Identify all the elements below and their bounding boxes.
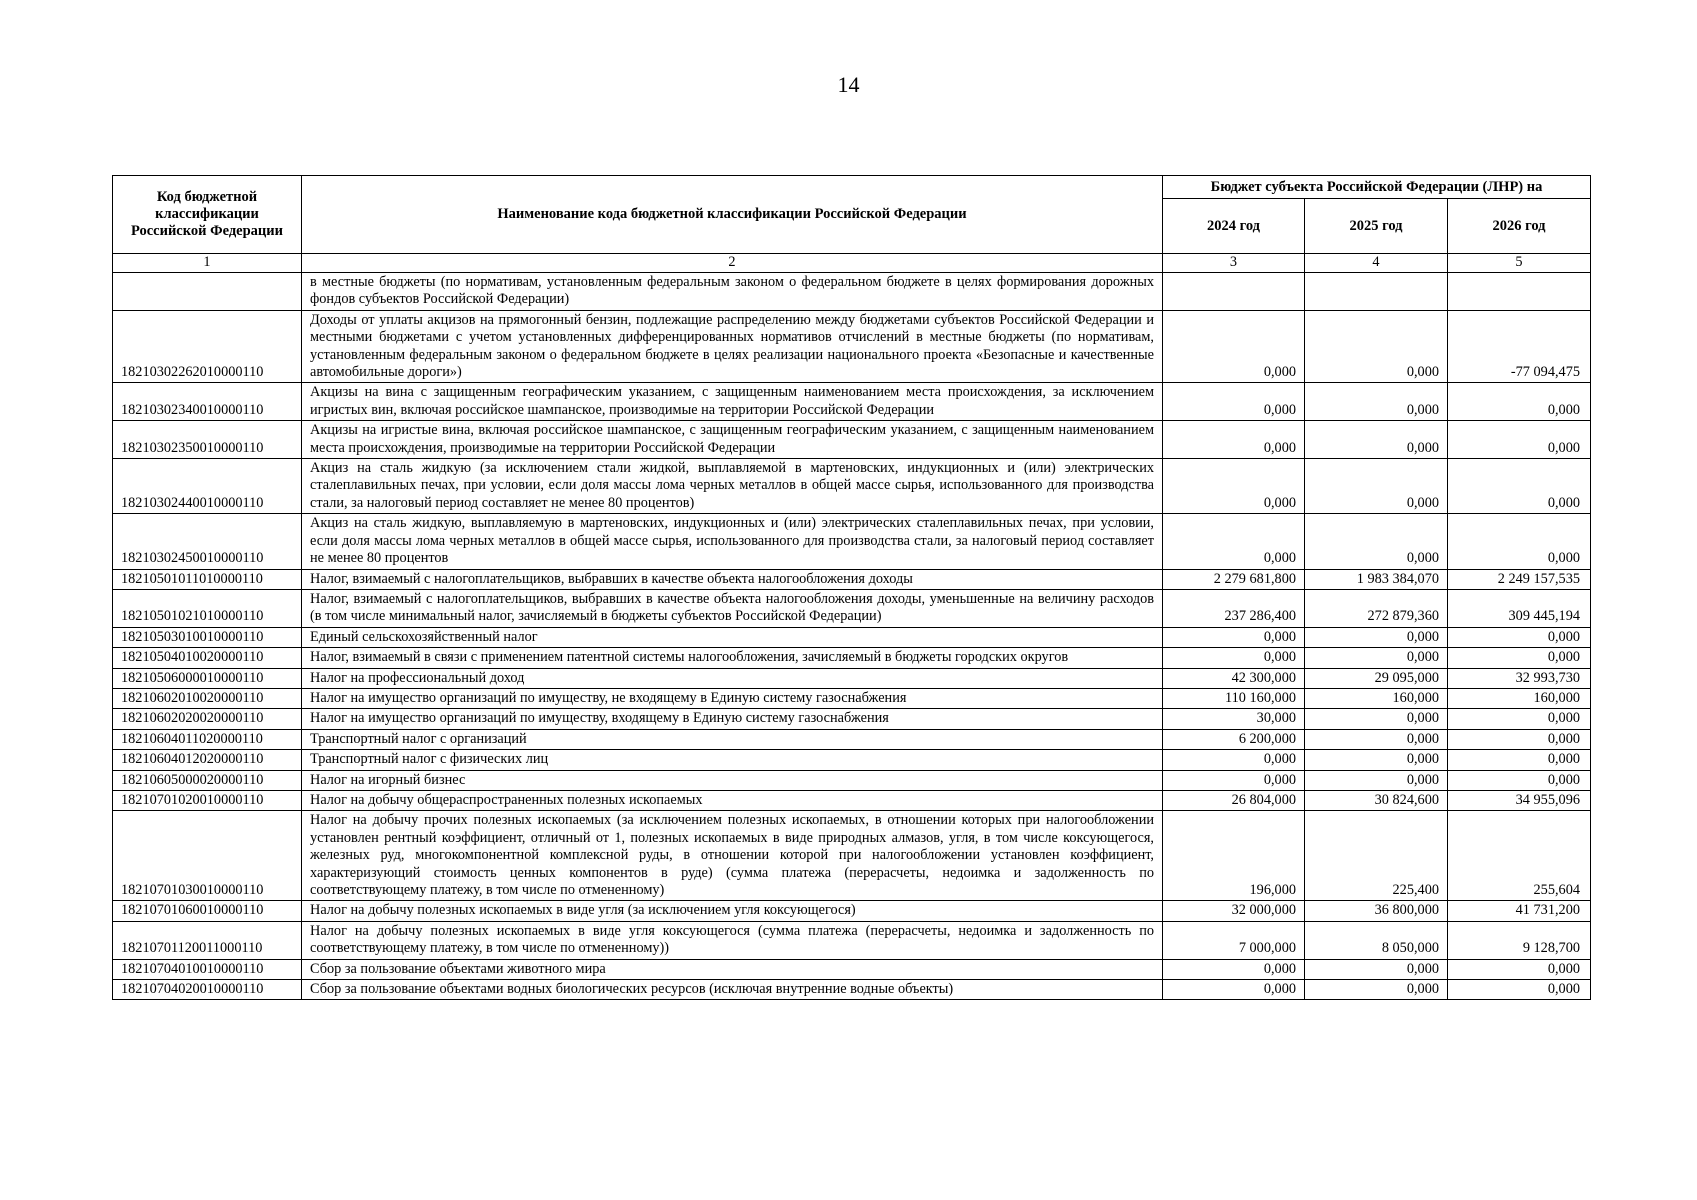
- value-2025-cell: 0,000: [1305, 459, 1448, 514]
- column-number: 3: [1163, 254, 1305, 273]
- budget-code-cell: 18210701020010000110: [113, 790, 302, 810]
- classification-name-cell: Налог, взимаемый с налогоплательщиков, выбравших в качестве объекта налогообложения доходы, уменьшенные на величину расходов (в том числе минимальный налог, зачисляемый в бюджеты субъектов Российской Федерации): [302, 589, 1163, 627]
- value-2025-cell: 30 824,600: [1305, 790, 1448, 810]
- budget-code-cell: 18210302450010000110: [113, 514, 302, 569]
- classification-name-cell: Сбор за пользование объектами водных биологических ресурсов (исключая внутренние водные объекты): [302, 980, 1163, 1000]
- value-2024-cell: 0,000: [1163, 459, 1305, 514]
- column-number: 2: [302, 254, 1163, 273]
- value-2024-cell: 0,000: [1163, 627, 1305, 647]
- value-2026-cell: 255,604: [1448, 811, 1591, 901]
- classification-name-cell: Транспортный налог с организаций: [302, 729, 1163, 749]
- table-row: [113, 421, 1591, 459]
- value-2025-cell: 0,000: [1305, 421, 1448, 459]
- table-body: [113, 273, 1591, 1000]
- classification-name-cell: Акцизы на вина с защищенным географическим указанием, с защищенным наименованием места происхождения, за исключением игристых вин, включая российское шампанское, производимые на территории Российской Федерации: [302, 383, 1163, 421]
- budget-code-cell: 18210501021010000110: [113, 589, 302, 627]
- budget-table: [112, 175, 1591, 1000]
- classification-name-cell: Налог на добычу полезных ископаемых в виде угля (за исключением угля коксующегося): [302, 901, 1163, 921]
- value-2024-cell: 0,000: [1163, 980, 1305, 1000]
- table-row: [113, 648, 1591, 668]
- value-2026-cell: 0,000: [1448, 770, 1591, 790]
- value-2026-cell: 32 993,730: [1448, 668, 1591, 688]
- value-2026-cell: 0,000: [1448, 750, 1591, 770]
- value-2024-cell: 196,000: [1163, 811, 1305, 901]
- year-header-2024: 2024 год: [1163, 199, 1305, 254]
- classification-name-cell: Транспортный налог с физических лиц: [302, 750, 1163, 770]
- classification-name-cell: Сбор за пользование объектами животного мира: [302, 959, 1163, 979]
- column-number: 1: [113, 254, 302, 273]
- value-2026-cell: 0,000: [1448, 627, 1591, 647]
- classification-name-cell: Налог на добычу полезных ископаемых в виде угля коксующегося (сумма платежа (перерасчеты, недоимка и задолженность по соответствующему платежу, в том числе по отмененному)): [302, 921, 1163, 959]
- value-2025-cell: 36 800,000: [1305, 901, 1448, 921]
- table-row: [113, 729, 1591, 749]
- budget-code-cell: 18210302262010000110: [113, 310, 302, 383]
- value-2024-cell: 0,000: [1163, 959, 1305, 979]
- value-2024-cell: 2 279 681,800: [1163, 569, 1305, 589]
- value-2024-cell: 0,000: [1163, 421, 1305, 459]
- table-row: [113, 273, 1591, 311]
- value-2025-cell: 0,000: [1305, 709, 1448, 729]
- value-2024-cell: 0,000: [1163, 310, 1305, 383]
- column-number-row: [113, 254, 1591, 273]
- classification-name-cell: в местные бюджеты (по нормативам, установленным федеральным законом о федеральном бюджете в целях формирования дорожных фондов субъектов Российской Федерации): [302, 273, 1163, 311]
- table-row: [113, 589, 1591, 627]
- budget-code-cell: 18210602010020000110: [113, 688, 302, 708]
- budget-code-cell: 18210604011020000110: [113, 729, 302, 749]
- classification-name-cell: Налог, взимаемый с налогоплательщиков, выбравших в качестве объекта налогообложения доходы: [302, 569, 1163, 589]
- table-row: [113, 901, 1591, 921]
- value-2024-cell: 7 000,000: [1163, 921, 1305, 959]
- classification-name-cell: Доходы от уплаты акцизов на прямогонный бензин, подлежащие распределению между бюджетами субъектов Российской Федерации и местными бюджетами с учетом установленных дифференцированных нормативов отчислений в местные бюджеты (по нормативам, установленным федеральным законом о федеральном бюджете в целях реализации национального проекта «Безопасные и качественные автомобильные дороги»): [302, 310, 1163, 383]
- classification-name-cell: Акцизы на игристые вина, включая российское шампанское, с защищенным географическим указанием, с защищенным наименованием места происхождения, производимые на территории Российской Федерации: [302, 421, 1163, 459]
- year-header-2026: 2026 год: [1448, 199, 1591, 254]
- budget-code-cell: 18210701030010000110: [113, 811, 302, 901]
- name-column-header: Наименование кода бюджетной классификации Российской Федерации: [302, 176, 1163, 254]
- value-2026-cell: [1448, 273, 1591, 311]
- value-2025-cell: 0,000: [1305, 729, 1448, 749]
- budget-code-cell: 18210302440010000110: [113, 459, 302, 514]
- value-2024-cell: 6 200,000: [1163, 729, 1305, 749]
- table-row: [113, 688, 1591, 708]
- value-2024-cell: 0,000: [1163, 514, 1305, 569]
- budget-code-cell: 18210506000010000110: [113, 668, 302, 688]
- value-2025-cell: 1 983 384,070: [1305, 569, 1448, 589]
- table-header: [113, 176, 1591, 273]
- classification-name-cell: Акциз на сталь жидкую (за исключением стали жидкой, выплавляемой в мартеновских, индукционных и (или) электрических сталеплавильных печах, при условии, если доля массы лома черных металлов в общей массе сырья, использованного для производства стали, за налоговый период составляет не менее 80 процентов): [302, 459, 1163, 514]
- budget-code-cell: 18210704010010000110: [113, 959, 302, 979]
- value-2025-cell: 0,000: [1305, 310, 1448, 383]
- table-row: [113, 980, 1591, 1000]
- budget-code-cell: 18210604012020000110: [113, 750, 302, 770]
- table-row: [113, 959, 1591, 979]
- table-row: [113, 709, 1591, 729]
- table-row: [113, 514, 1591, 569]
- column-number: 4: [1305, 254, 1448, 273]
- value-2025-cell: 0,000: [1305, 383, 1448, 421]
- budget-code-cell: 18210704020010000110: [113, 980, 302, 1000]
- value-2026-cell: -77 094,475: [1448, 310, 1591, 383]
- value-2025-cell: 160,000: [1305, 688, 1448, 708]
- value-2024-cell: 30,000: [1163, 709, 1305, 729]
- budget-group-header: Бюджет субъекта Российской Федерации (ЛНР) на: [1163, 176, 1591, 199]
- table-row: [113, 750, 1591, 770]
- table-row: [113, 569, 1591, 589]
- table-row: [113, 811, 1591, 901]
- value-2026-cell: 0,000: [1448, 459, 1591, 514]
- budget-code-cell: 18210605000020000110: [113, 770, 302, 790]
- page-number: 14: [837, 72, 860, 97]
- value-2025-cell: 0,000: [1305, 514, 1448, 569]
- value-2026-cell: 0,000: [1448, 421, 1591, 459]
- value-2026-cell: 2 249 157,535: [1448, 569, 1591, 589]
- column-number: 5: [1448, 254, 1591, 273]
- value-2025-cell: [1305, 273, 1448, 311]
- value-2026-cell: 9 128,700: [1448, 921, 1591, 959]
- budget-code-cell: 18210503010010000110: [113, 627, 302, 647]
- table-row: [113, 770, 1591, 790]
- year-header-2025: 2025 год: [1305, 199, 1448, 254]
- classification-name-cell: Налог на имущество организаций по имуществу, входящему в Единую систему газоснабжения: [302, 709, 1163, 729]
- budget-code-cell: 18210701120011000110: [113, 921, 302, 959]
- value-2026-cell: 160,000: [1448, 688, 1591, 708]
- classification-name-cell: Налог на профессиональный доход: [302, 668, 1163, 688]
- value-2026-cell: 41 731,200: [1448, 901, 1591, 921]
- value-2025-cell: 0,000: [1305, 980, 1448, 1000]
- budget-code-cell: 18210302350010000110: [113, 421, 302, 459]
- table-row: [113, 790, 1591, 810]
- table-row: [113, 627, 1591, 647]
- classification-name-cell: Единый сельскохозяйственный налог: [302, 627, 1163, 647]
- value-2025-cell: 29 095,000: [1305, 668, 1448, 688]
- table-row: [113, 668, 1591, 688]
- table-row: [113, 383, 1591, 421]
- budget-code-cell: 18210504010020000110: [113, 648, 302, 668]
- classification-name-cell: Налог на игорный бизнес: [302, 770, 1163, 790]
- classification-name-cell: Налог на добычу общераспространенных полезных ископаемых: [302, 790, 1163, 810]
- value-2025-cell: 0,000: [1305, 750, 1448, 770]
- table-row: [113, 310, 1591, 383]
- value-2024-cell: 110 160,000: [1163, 688, 1305, 708]
- table-row: [113, 459, 1591, 514]
- value-2026-cell: 0,000: [1448, 959, 1591, 979]
- value-2026-cell: 0,000: [1448, 709, 1591, 729]
- value-2024-cell: 237 286,400: [1163, 589, 1305, 627]
- value-2025-cell: 0,000: [1305, 648, 1448, 668]
- classification-name-cell: Налог, взимаемый в связи с применением патентной системы налогообложения, зачисляемый в бюджеты городских округов: [302, 648, 1163, 668]
- code-column-header: Код бюджетной классификации Российской Федерации: [113, 176, 302, 254]
- value-2024-cell: 0,000: [1163, 648, 1305, 668]
- value-2026-cell: 0,000: [1448, 514, 1591, 569]
- table-row: [113, 921, 1591, 959]
- classification-name-cell: Акциз на сталь жидкую, выплавляемую в мартеновских, индукционных и (или) электрических сталеплавильных печах, при условии, если доля массы лома черных металлов в общей массе сырья, использованного для производства стали, за налоговый период составляет не менее 80 процентов: [302, 514, 1163, 569]
- budget-code-cell: 18210302340010000110: [113, 383, 302, 421]
- value-2025-cell: 8 050,000: [1305, 921, 1448, 959]
- value-2026-cell: 0,000: [1448, 729, 1591, 749]
- value-2026-cell: 0,000: [1448, 648, 1591, 668]
- value-2024-cell: 42 300,000: [1163, 668, 1305, 688]
- value-2025-cell: 225,400: [1305, 811, 1448, 901]
- value-2025-cell: 0,000: [1305, 959, 1448, 979]
- value-2024-cell: 32 000,000: [1163, 901, 1305, 921]
- value-2026-cell: 309 445,194: [1448, 589, 1591, 627]
- classification-name-cell: Налог на добычу прочих полезных ископаемых (за исключением полезных ископаемых, в отношении которых при налогообложении установлен рентный коэффициент, отличный от 1, полезных ископаемых в виде природных алмазов, угля, в том числе коксующегося, железных руд, многокомпонентной комплексной руды, в отношении которой при налогообложении установлен коэффициент, характеризующий стоимость ценных компонентов в руде) (сумма платежа (перерасчеты, недоимка и задолженность по соответствующему платежу, в том числе по отмененному): [302, 811, 1163, 901]
- value-2025-cell: 0,000: [1305, 770, 1448, 790]
- value-2024-cell: 0,000: [1163, 770, 1305, 790]
- value-2026-cell: 34 955,096: [1448, 790, 1591, 810]
- budget-code-cell: 18210602020020000110: [113, 709, 302, 729]
- classification-name-cell: Налог на имущество организаций по имуществу, не входящему в Единую систему газоснабжения: [302, 688, 1163, 708]
- value-2025-cell: 272 879,360: [1305, 589, 1448, 627]
- budget-code-cell: 18210501011010000110: [113, 569, 302, 589]
- value-2026-cell: 0,000: [1448, 383, 1591, 421]
- value-2024-cell: 0,000: [1163, 383, 1305, 421]
- budget-code-cell: [113, 273, 302, 311]
- value-2024-cell: 26 804,000: [1163, 790, 1305, 810]
- value-2024-cell: [1163, 273, 1305, 311]
- value-2025-cell: 0,000: [1305, 627, 1448, 647]
- value-2026-cell: 0,000: [1448, 980, 1591, 1000]
- budget-code-cell: 18210701060010000110: [113, 901, 302, 921]
- value-2024-cell: 0,000: [1163, 750, 1305, 770]
